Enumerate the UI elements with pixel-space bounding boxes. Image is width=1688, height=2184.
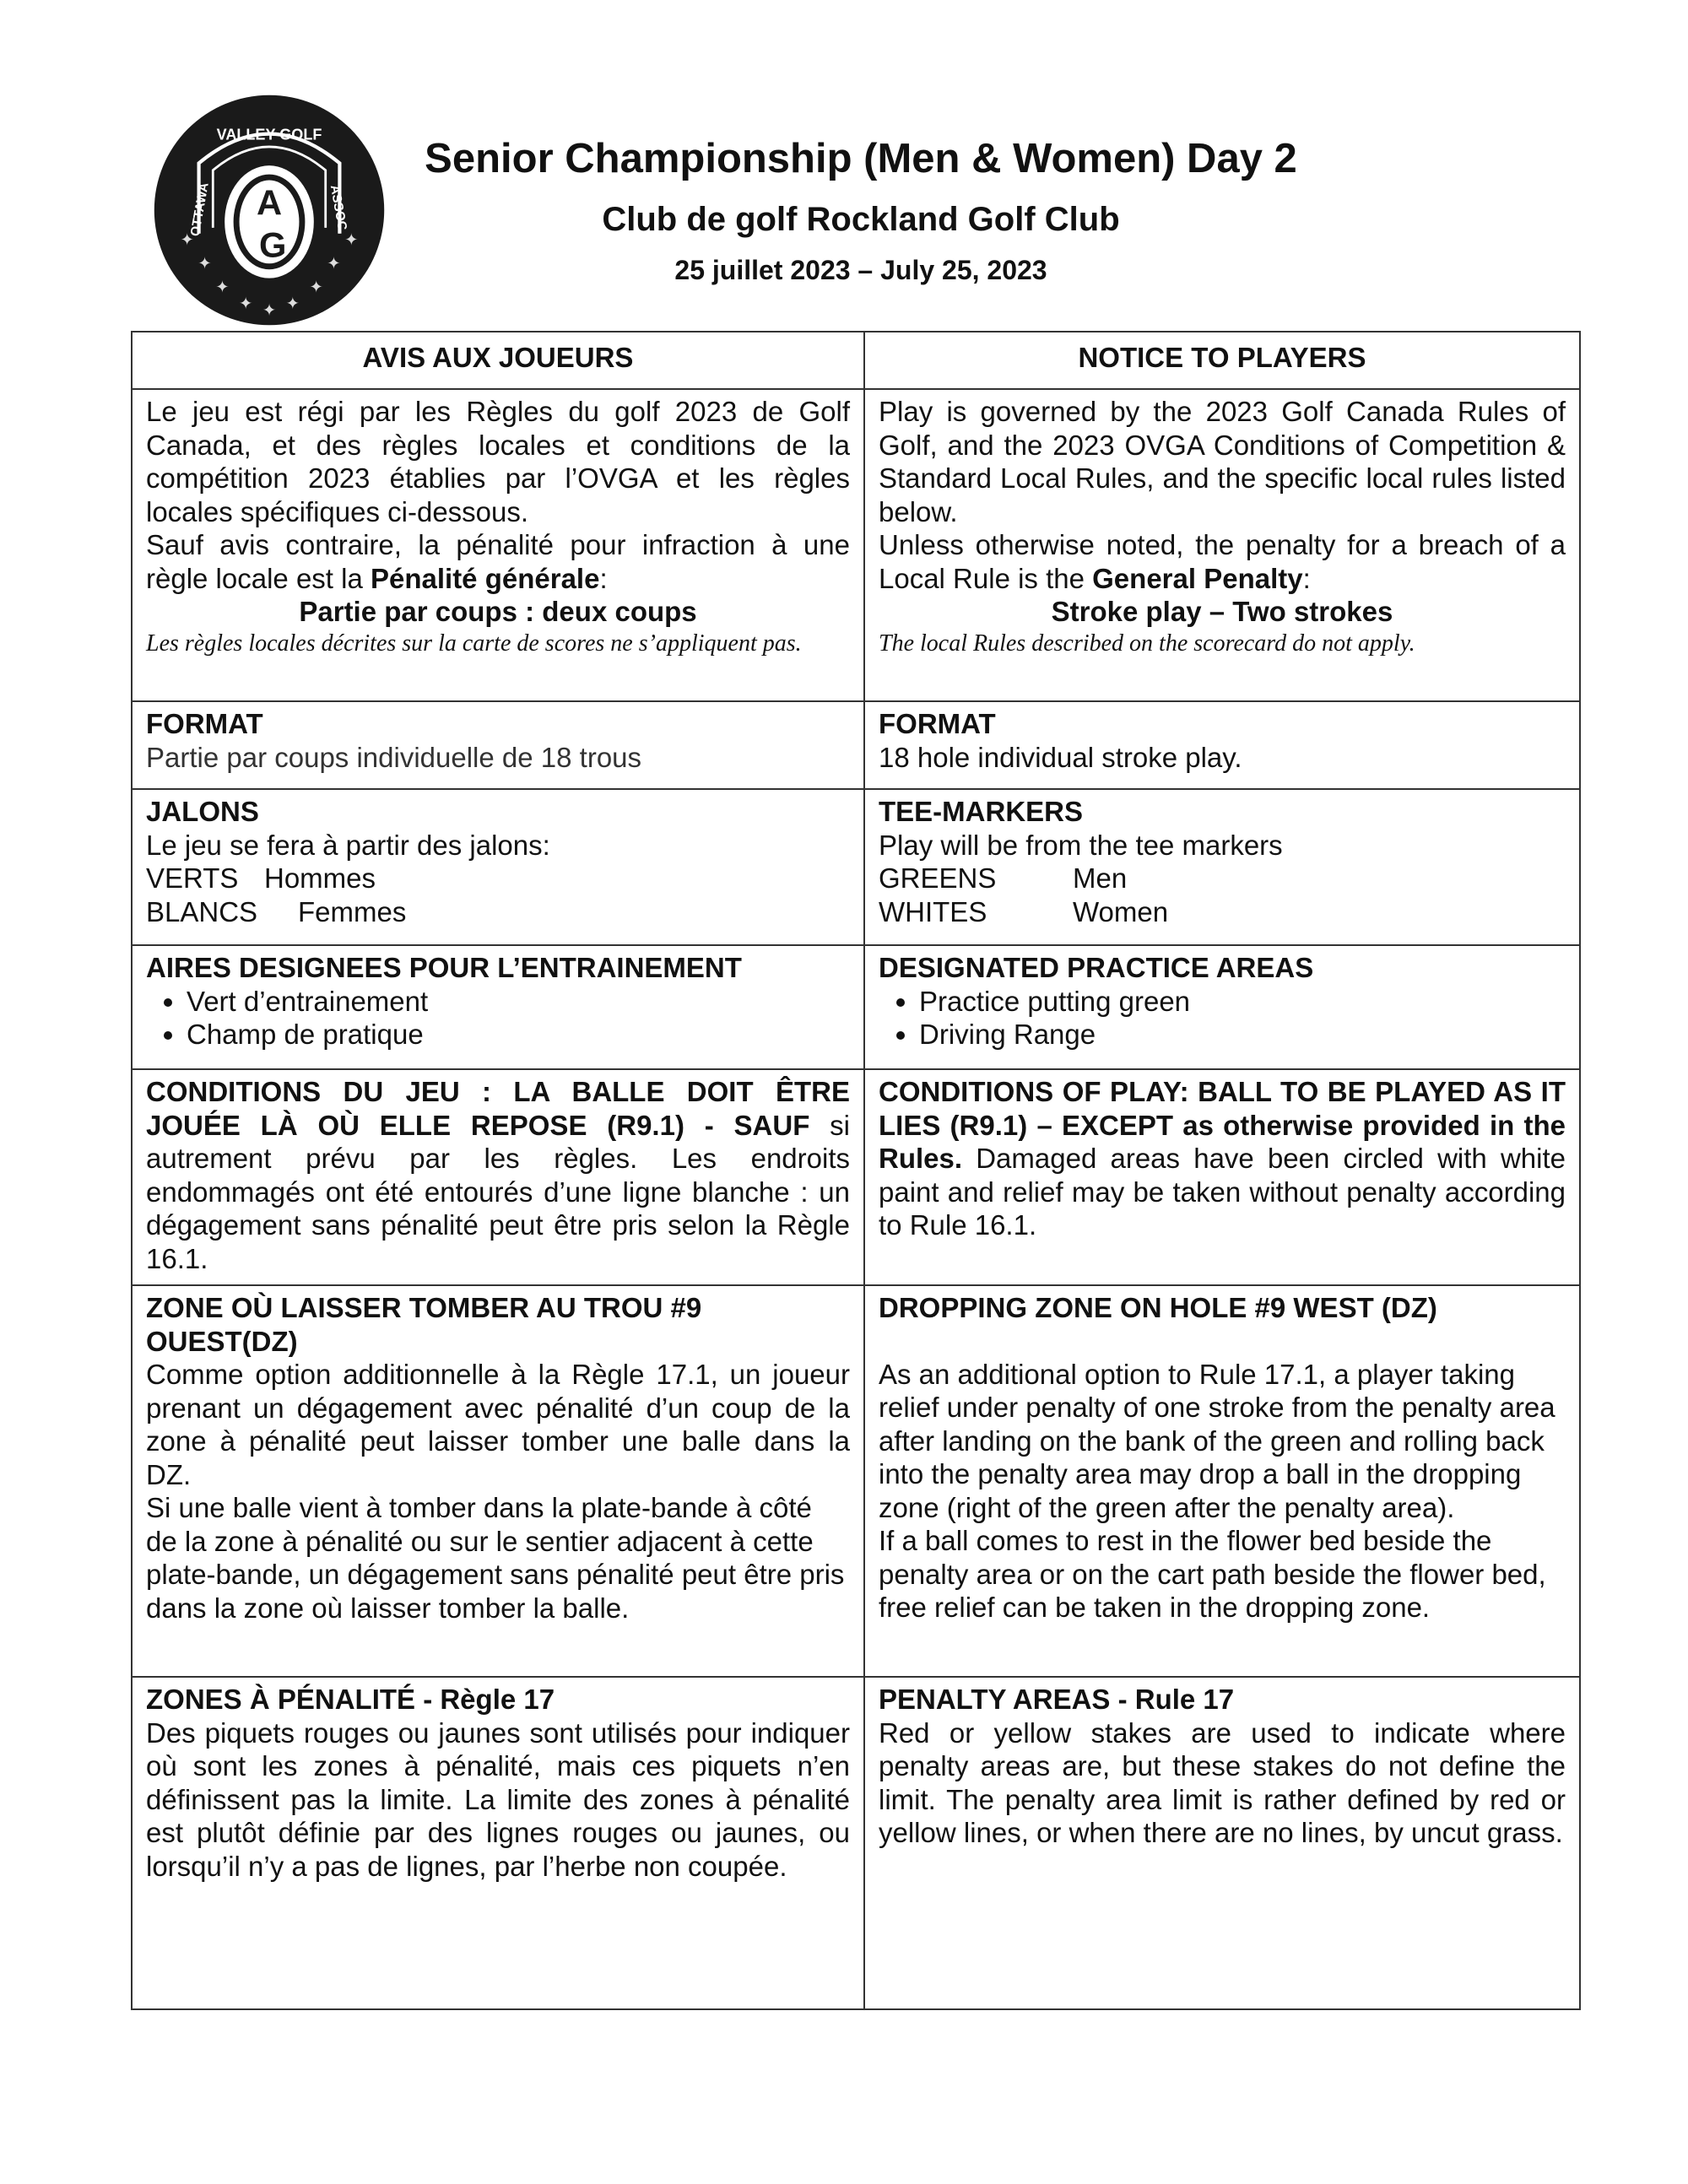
- section-title: DROPPING ZONE ON HOLE #9 WEST (DZ): [879, 1292, 1437, 1323]
- section-title: ZONE OÙ LAISSER TOMBER AU TROU #9 OUEST(DZ): [146, 1292, 702, 1357]
- svg-text:✦: ✦: [197, 254, 212, 273]
- section-title: JALONS: [146, 796, 259, 827]
- section-text: Des piquets rouges ou jaunes sont utilisés pour indiquer où sont les zones à pénalité, mais ces piquets n’en définissent pas la limite. La limite des zones à pénalité est plutôt définie par des lignes rouges ou jaunes, ou lorsqu’il n’y a pas de lignes, par l’herbe non coupée.: [146, 1716, 850, 1882]
- section-text: As an additional option to Rule 17.1, a player taking relief under penalty of one stroke from the penalty area after landing on the bank of the green and rolling back into the penalty area may drop a ball in the dropping zone (right of the green after the penalty area).: [879, 1358, 1555, 1523]
- section-text: Red or yellow stakes are used to indicate where penalty areas are, but these stakes do not define the limit. The penalty area limit is rather defined by red or yellow lines, or when there are no lines, by uncut grass.: [879, 1716, 1566, 1848]
- section-title: FORMAT: [146, 708, 263, 739]
- table-row: [132, 789, 1580, 945]
- section-text: Le jeu se fera à partir des jalons:: [146, 829, 550, 861]
- tee-row: GREENS Men: [879, 862, 1128, 894]
- dropzone-en: [864, 1285, 1580, 1677]
- list-item: • Vert d’entrainement: [187, 985, 850, 1019]
- tee-row: WHITES Women: [879, 895, 1169, 927]
- penalty-areas-en: [864, 1677, 1580, 2009]
- table-row: [132, 945, 1580, 1069]
- section-text: Partie par coups individuelle de 18 trous: [146, 741, 642, 773]
- ovga-logo: [152, 93, 387, 327]
- svg-text:VALLEY GOLF: VALLEY GOLF: [216, 126, 322, 143]
- conditions-en: CONDITIONS OF PLAY: BALL TO BE PLAYED AS IT LIES (R9.1) – EXCEPT as otherwise provided in the Rules. Damaged areas have been circled with white paint and relief may be taken without penalty according to Rule 16.1.: [864, 1069, 1580, 1285]
- intro-fr: [132, 389, 864, 701]
- dropzone-fr: [132, 1285, 864, 1677]
- penalty-note-fr: Sauf avis contraire, la pénalité pour infraction à une règle locale est la Pénalité générale:: [146, 529, 850, 594]
- section-title: ZONES À PÉNALITÉ - Règle 17: [146, 1684, 555, 1715]
- table-row: [132, 1285, 1580, 1677]
- section-title: PENALTY AREAS - Rule 17: [879, 1684, 1235, 1715]
- format-fr: [132, 701, 864, 789]
- column-header-en: NOTICE TO PLAYERS: [864, 332, 1580, 389]
- notice-table: [131, 331, 1581, 2010]
- intro-fr-text: Le jeu est régi par les Règles du golf 2023 de Golf Canada, et des règles locales et conditions de la compétition 2023 établies par l’OVGA et les règles locales spécifiques ci-dessous.: [146, 396, 850, 527]
- tees-fr: [132, 789, 864, 945]
- section-text: Play will be from the tee markers: [879, 829, 1283, 861]
- table-row: [132, 1677, 1580, 2009]
- svg-text:G: G: [258, 224, 287, 265]
- svg-text:OTTAWA: OTTAWA: [187, 181, 212, 238]
- svg-text:✦: ✦: [262, 301, 277, 321]
- section-title: DESIGNATED PRACTICE AREAS: [879, 952, 1314, 983]
- svg-text:ASSOC.: ASSOC.: [327, 183, 350, 235]
- section-title: AIRES DESIGNEES POUR L’ENTRAINEMENT: [146, 952, 742, 983]
- scorecard-note-fr: Les règles locales décrites sur la carte de scores ne s’appliquent pas.: [146, 630, 802, 657]
- event-date: 25 juillet 2023 – July 25, 2023: [674, 255, 1047, 285]
- section-title: FORMAT: [879, 708, 996, 739]
- practice-fr: [132, 945, 864, 1069]
- svg-text:✦: ✦: [180, 230, 194, 250]
- stroke-penalty-en: Stroke play – Two strokes: [1051, 596, 1393, 627]
- intro-en-text: Play is governed by the 2023 Golf Canada Rules of Golf, and the 2023 OVGA Conditions of Competition & Standard Local Rules, and the specific local rules listed below.: [879, 396, 1566, 527]
- svg-text:A: A: [256, 182, 283, 223]
- section-text: Si une balle vient à tomber dans la plate-bande à côté de la zone à pénalité ou sur le sentier adjacent à cette plate-bande, un dégagement sans pénalité peut être pris dans la zone où laisser tomber la balle.: [146, 1492, 845, 1624]
- section-text: If a ball comes to rest in the flower bed beside the penalty area or on the cart path beside the flower bed, free relief can be taken in the dropping zone.: [879, 1525, 1546, 1623]
- list-item: • Practice putting green: [919, 985, 1566, 1019]
- penalty-note-en: Unless otherwise noted, the penalty for a breach of a Local Rule is the General Penalty:: [879, 529, 1566, 594]
- svg-text:✦: ✦: [239, 294, 253, 313]
- section-text: 18 hole individual stroke play.: [879, 741, 1242, 773]
- section-text: Comme option additionnelle à la Règle 17.1, un joueur prenant un dégagement avec pénalité d’un coup de la zone à pénalité peut laisser tomber une balle dans la DZ.: [146, 1359, 850, 1490]
- club-name: Club de golf Rockland Golf Club: [602, 201, 1120, 238]
- section-title: TEE-MARKERS: [879, 796, 1084, 827]
- conditions-fr: CONDITIONS DU JEU : LA BALLE DOIT ÊTRE JOUÉE LÀ OÙ ELLE REPOSE (R9.1) - SAUF si autrement prévu par les règles. Les endroits endommagés ont été entourés d’une ligne blanche : un dégagement sans pénalité peut être pris selon la Règle 16.1.: [132, 1069, 864, 1285]
- page-title: Senior Championship (Men & Women) Day 2: [425, 136, 1297, 181]
- table-row: [132, 1069, 1580, 1285]
- svg-text:✦: ✦: [285, 294, 300, 313]
- svg-text:✦: ✦: [215, 278, 230, 297]
- stroke-penalty-fr: Partie par coups : deux coups: [299, 596, 697, 627]
- practice-en: [864, 945, 1580, 1069]
- tees-en: [864, 789, 1580, 945]
- table-row: [132, 389, 1580, 701]
- tee-row: BLANCS Femmes: [146, 895, 407, 927]
- penalty-areas-fr: [132, 1677, 864, 2009]
- table-header-row: [132, 332, 1580, 389]
- column-header-fr: AVIS AUX JOUEURS: [132, 332, 864, 389]
- list-item: • Driving Range: [919, 1018, 1566, 1051]
- list-item: • Champ de pratique: [187, 1018, 850, 1051]
- format-en: [864, 701, 1580, 789]
- svg-text:✦: ✦: [344, 230, 359, 250]
- tee-row: VERTS Hommes: [146, 862, 376, 894]
- svg-text:✦: ✦: [309, 278, 323, 297]
- svg-text:✦: ✦: [327, 254, 341, 273]
- table-row: [132, 701, 1580, 789]
- intro-en: [864, 389, 1580, 701]
- scorecard-note-en: The local Rules described on the scorecard do not apply.: [879, 630, 1415, 657]
